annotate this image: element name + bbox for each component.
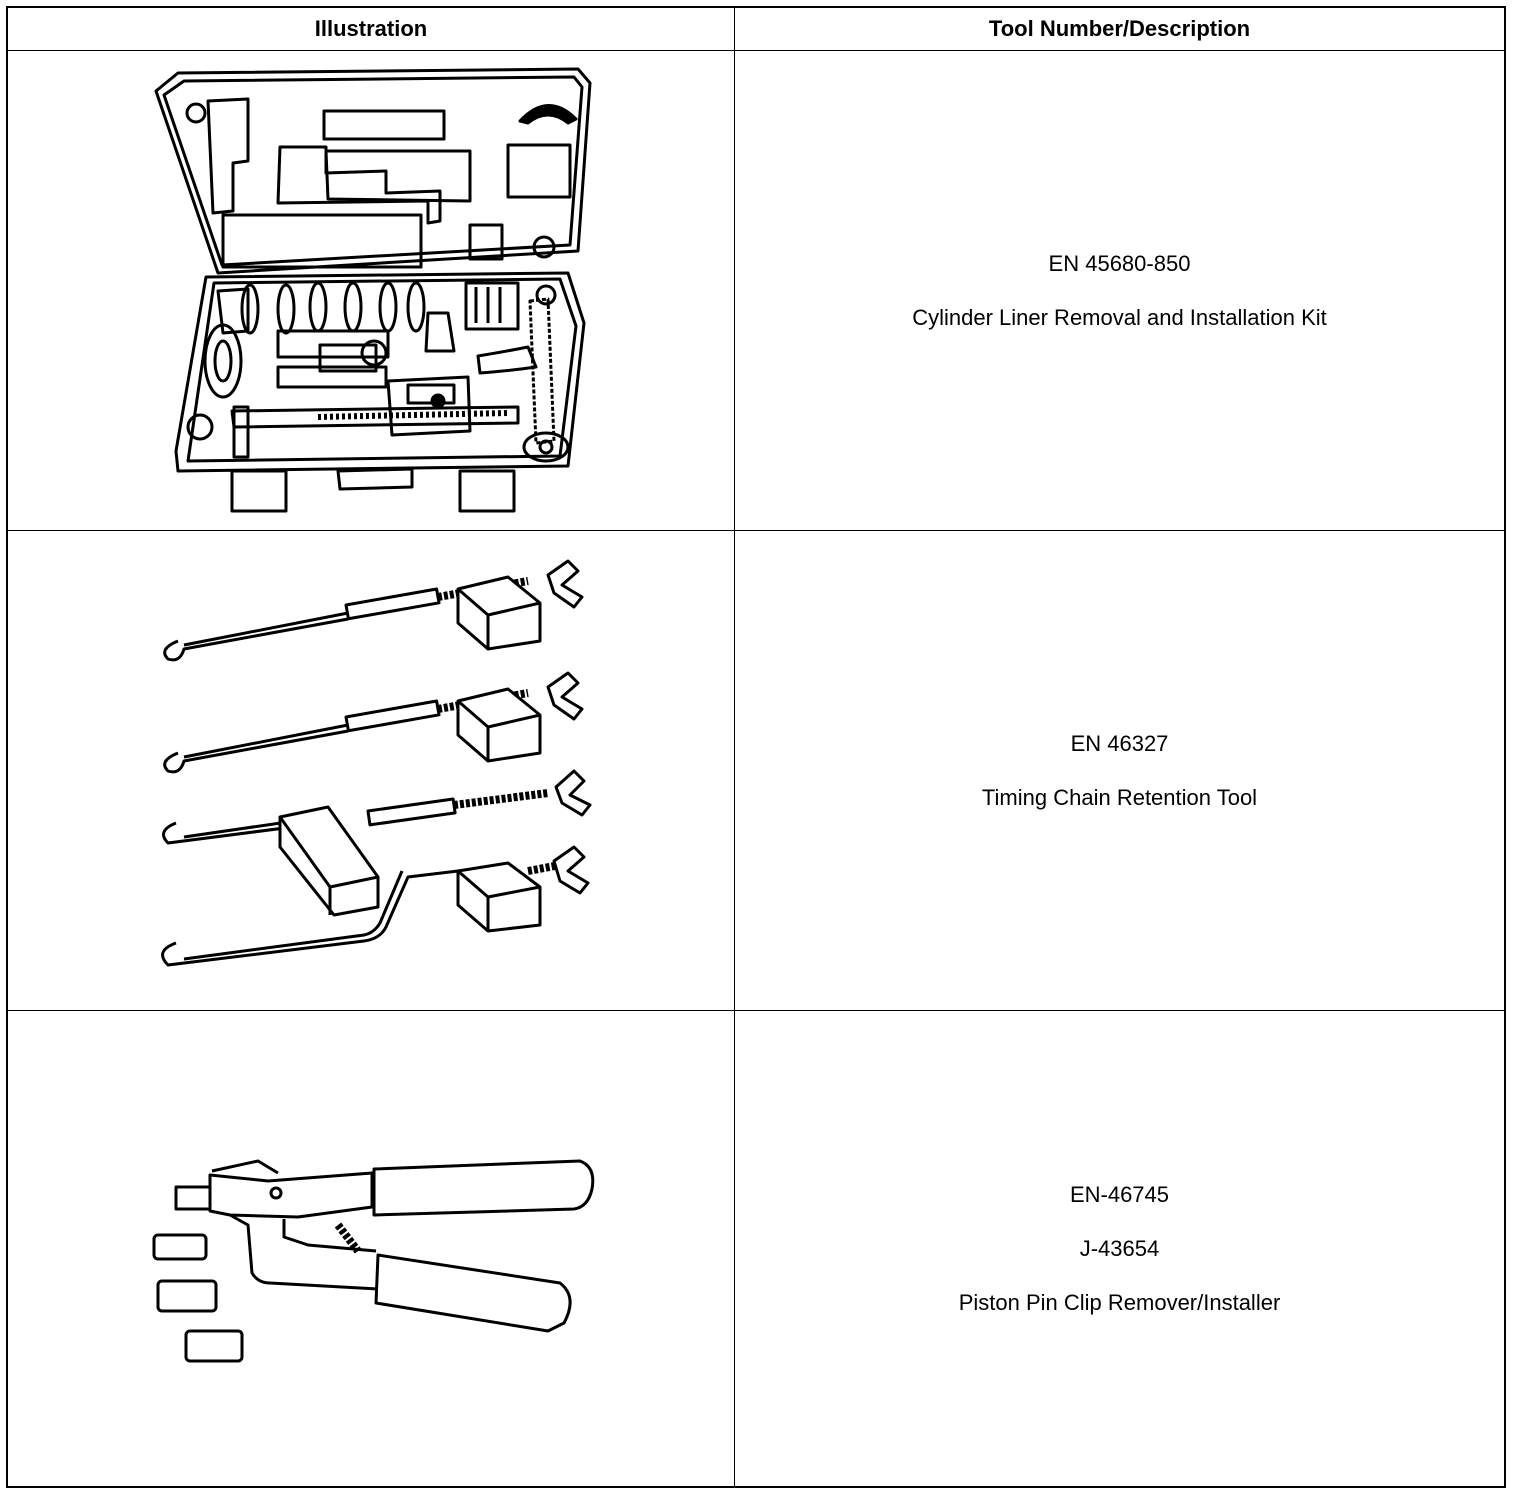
retention-tool-description (735, 531, 1504, 1010)
tool-number: EN-46745 (1069, 1181, 1170, 1207)
special-tools-table (6, 6, 1506, 1488)
tool-description: Timing Chain Retention Tool (981, 784, 1258, 810)
tool-number: EN 45680-850 (1048, 250, 1191, 276)
description-column-header: Tool Number/Description (988, 16, 1251, 41)
retention-tool-illustration (8, 531, 735, 1010)
tool-alt-number: J-43654 (1079, 1235, 1160, 1261)
tool-description: Piston Pin Clip Remover/Installer (958, 1289, 1281, 1315)
tool-description: Cylinder Liner Removal and Installation Kit (912, 304, 1327, 330)
table-header-row (8, 8, 1504, 50)
table-row (8, 50, 1504, 530)
illustration-column-header: Illustration (8, 8, 735, 50)
kit-case-illustration (8, 51, 735, 530)
kit-description (735, 51, 1504, 530)
pliers-description (735, 1011, 1504, 1486)
table-row (8, 1010, 1504, 1486)
tool-number: EN 46327 (1070, 730, 1169, 756)
table-row (8, 530, 1504, 1010)
pliers-illustration (8, 1011, 735, 1486)
